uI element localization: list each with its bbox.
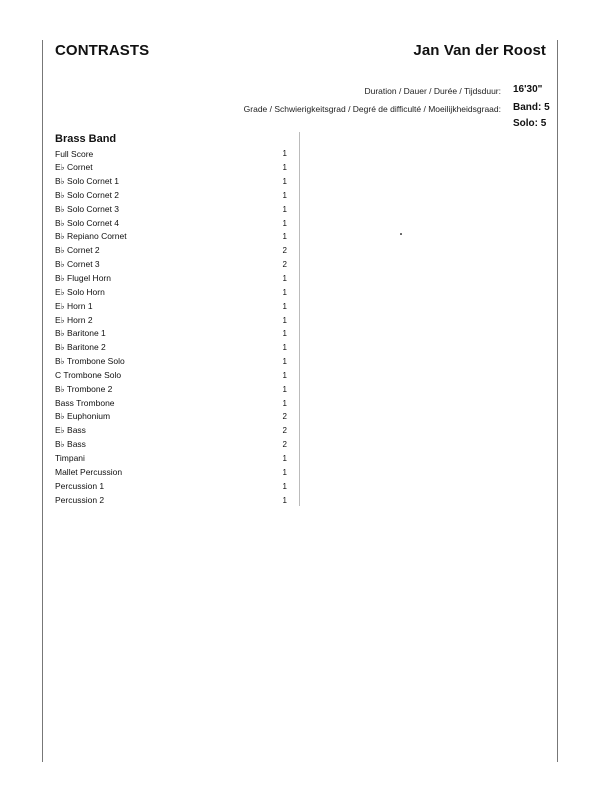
part-name: Percussion 2 <box>55 495 105 506</box>
part-quantity: 1 <box>282 384 287 394</box>
part-name: E♭ Solo Horn <box>55 286 105 297</box>
part-row <box>55 175 290 189</box>
part-row <box>55 147 290 161</box>
part-quantity: 1 <box>282 370 287 380</box>
part-name: B♭ Euphonium <box>55 411 111 422</box>
part-name: Timpani <box>55 453 85 464</box>
part-quantity: 1 <box>282 329 287 339</box>
part-name: E♭ Bass <box>55 425 86 436</box>
part-row <box>55 244 290 258</box>
part-quantity: 1 <box>282 357 287 367</box>
part-name: B♭ Solo Cornet 2 <box>55 189 120 200</box>
part-quantity: 1 <box>282 287 287 297</box>
part-quantity: 1 <box>282 467 287 477</box>
part-name: Full Score <box>55 148 94 159</box>
grade-label: Grade / Schwierigkeitsgrad / Degré de difficulté / Moeilijkheidsgraad: <box>243 104 501 114</box>
part-name: E♭ Cornet <box>55 162 93 173</box>
part-row <box>55 285 290 299</box>
part-quantity: 1 <box>282 453 287 463</box>
part-row <box>55 258 290 272</box>
part-name: B♭ Bass <box>55 439 86 450</box>
part-quantity: 1 <box>282 481 287 491</box>
part-row <box>55 396 290 410</box>
part-name: B♭ Solo Cornet 1 <box>55 176 120 187</box>
part-row <box>55 465 290 479</box>
part-quantity: 1 <box>282 232 287 242</box>
part-row <box>55 189 290 203</box>
part-quantity: 2 <box>282 426 287 436</box>
part-name: E♭ Horn 1 <box>55 300 93 311</box>
part-name: B♭ Baritone 2 <box>55 342 106 353</box>
left-margin-line <box>42 40 43 762</box>
part-name: B♭ Solo Cornet 3 <box>55 203 120 214</box>
part-quantity: 1 <box>282 218 287 228</box>
part-quantity: 1 <box>282 398 287 408</box>
part-quantity: 1 <box>282 163 287 173</box>
part-row <box>55 382 290 396</box>
duration-value: 16'30" <box>513 84 543 95</box>
part-quantity: 1 <box>282 495 287 505</box>
part-quantity: 1 <box>282 177 287 187</box>
part-name: B♭ Trombone Solo <box>55 356 125 367</box>
composer-name: Jan Van der Roost <box>413 42 546 59</box>
part-row <box>55 479 290 493</box>
duration-label: Duration / Dauer / Durée / Tijdsduur: <box>364 86 501 96</box>
part-quantity: 1 <box>282 301 287 311</box>
grade-solo-value: Solo: 5 <box>513 118 547 129</box>
page-title: CONTRASTS <box>55 42 150 59</box>
part-quantity: 1 <box>282 315 287 325</box>
part-quantity: 2 <box>282 440 287 450</box>
part-name: E♭ Horn 2 <box>55 314 93 325</box>
parts-list <box>55 147 290 507</box>
part-name: B♭ Solo Cornet 4 <box>55 217 120 228</box>
part-quantity: 1 <box>282 204 287 214</box>
grade-band-value: Band: 5 <box>513 102 550 113</box>
part-name: B♭ Cornet 2 <box>55 245 100 256</box>
part-name: B♭ Repiano Cornet <box>55 231 127 242</box>
part-row <box>55 452 290 466</box>
part-row <box>55 410 290 424</box>
part-name: Percussion 1 <box>55 481 105 492</box>
part-quantity: 1 <box>282 343 287 353</box>
part-quantity: 1 <box>282 190 287 200</box>
column-divider <box>299 132 300 506</box>
part-name: B♭ Baritone 1 <box>55 328 106 339</box>
part-name: Mallet Percussion <box>55 467 123 478</box>
part-quantity: 1 <box>282 274 287 284</box>
part-row <box>55 355 290 369</box>
part-row <box>55 216 290 230</box>
right-margin-line <box>557 40 558 762</box>
stray-dot <box>400 233 402 235</box>
part-row <box>55 272 290 286</box>
part-name: Bass Trombone <box>55 398 115 409</box>
part-row <box>55 202 290 216</box>
part-row <box>55 369 290 383</box>
part-row <box>55 424 290 438</box>
part-quantity: 2 <box>282 260 287 270</box>
part-quantity: 2 <box>282 412 287 422</box>
part-name: B♭ Cornet 3 <box>55 259 100 270</box>
part-row <box>55 313 290 327</box>
section-heading: Brass Band <box>55 133 117 145</box>
part-row <box>55 493 290 507</box>
part-name: C Trombone Solo <box>55 370 122 381</box>
part-quantity: 2 <box>282 246 287 256</box>
part-name: B♭ Flugel Horn <box>55 273 111 284</box>
part-row <box>55 327 290 341</box>
part-name: B♭ Trombone 2 <box>55 383 113 394</box>
part-row <box>55 438 290 452</box>
part-row <box>55 341 290 355</box>
part-row <box>55 161 290 175</box>
part-row <box>55 230 290 244</box>
part-quantity: 1 <box>282 149 287 159</box>
part-row <box>55 299 290 313</box>
